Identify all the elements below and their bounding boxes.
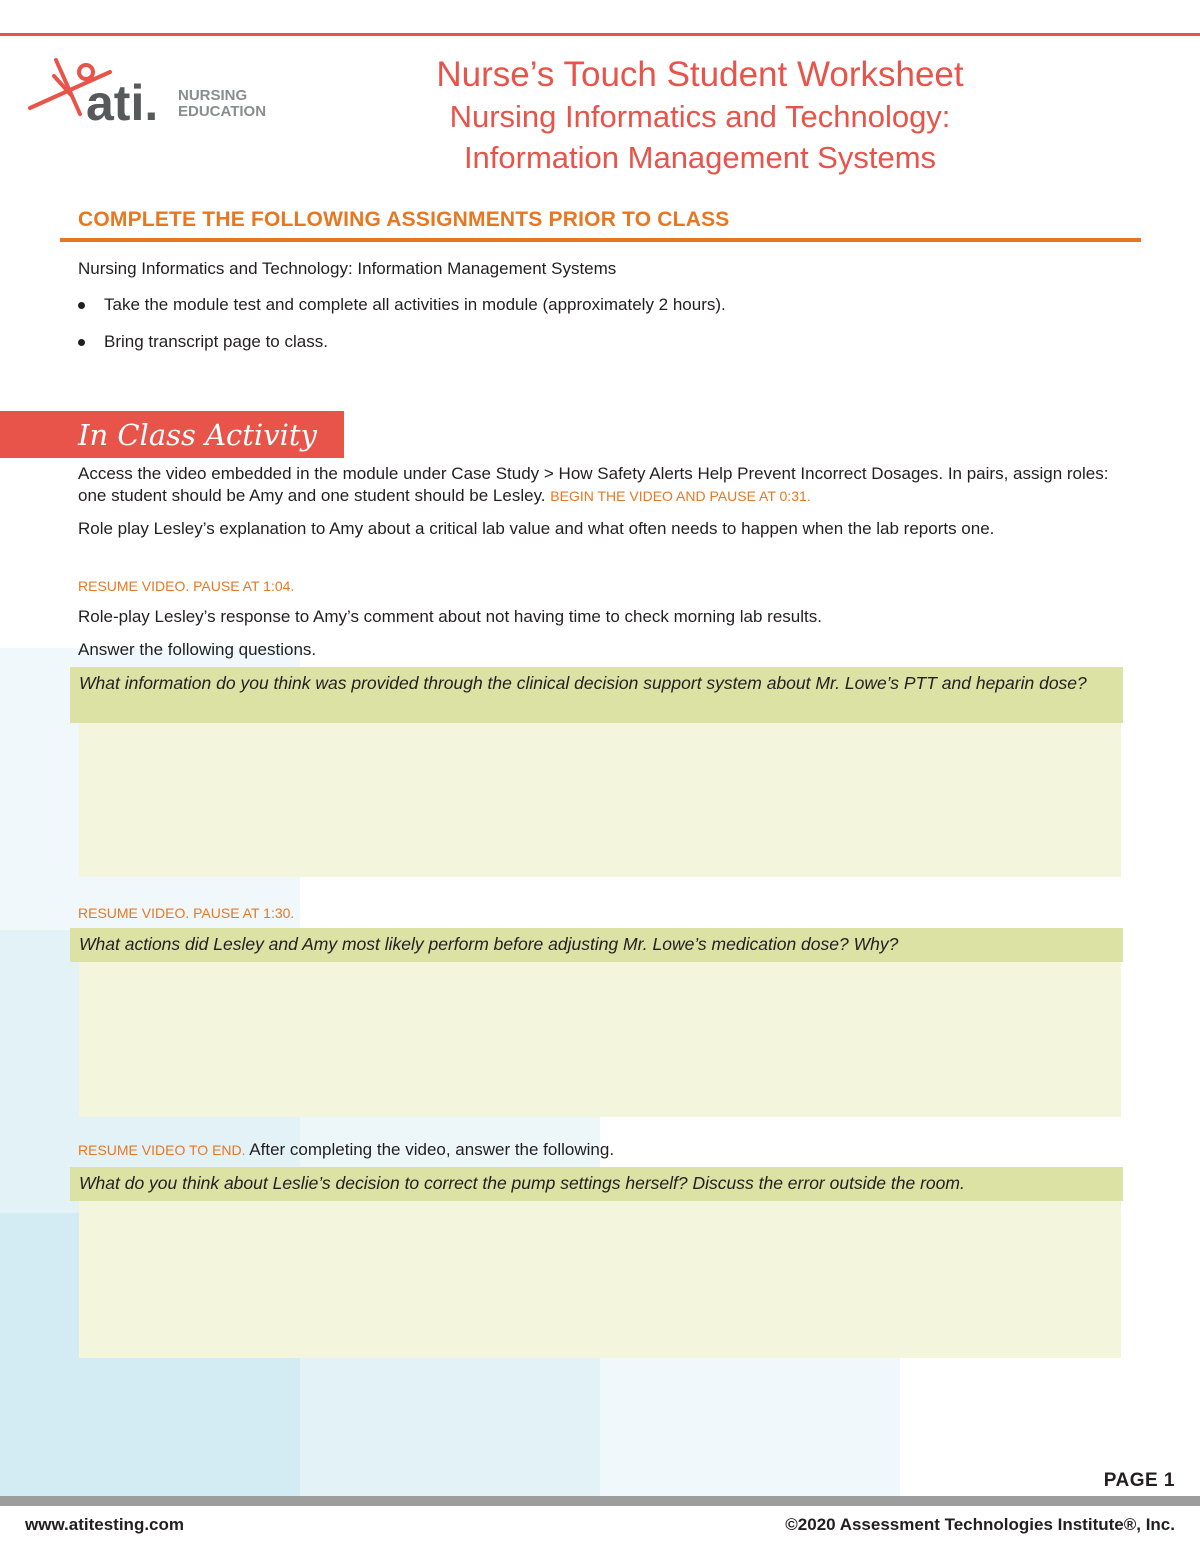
footer-copyright: ©2020 Assessment Technologies Institute®, Inc.	[785, 1515, 1175, 1534]
section-rule	[60, 238, 1141, 242]
activity-paragraph-2: Role play Lesley’s explanation to Amy about a critical lab value and what often needs to happen when the lab reports one.	[78, 519, 995, 538]
page-subtitle-1: Nursing Informatics and Technology:	[449, 99, 951, 134]
question-3: What do you think about Leslie’s decision to correct the pump settings herself? Discuss the error outside the room.	[70, 1167, 1123, 1201]
answer-box-2[interactable]	[79, 962, 1121, 1117]
bullet-text: Take the module test and complete all activities in module (approximately 2 hours).	[104, 295, 726, 314]
activity-paragraph-4: Answer the following questions.	[78, 640, 317, 659]
nurse-figure-icon	[28, 50, 268, 130]
activity-banner-title: In Class Activity	[78, 418, 317, 452]
prior-intro: Nursing Informatics and Technology: Information Management Systems	[78, 259, 617, 278]
bullet-text: Bring transcript page to class.	[104, 332, 328, 351]
answer-box-3[interactable]	[79, 1201, 1121, 1358]
logo-subtext-1: NURSING	[178, 87, 248, 104]
question-2: What actions did Lesley and Amy most likely perform before adjusting Mr. Lowe’s medication dose? Why?	[70, 928, 1123, 962]
activity-p1-text: Access the video embedded in the module under Case Study > How Safety Alerts Help Prevent Incorrect Dosages. In pairs, assign roles: one student should be Amy and one student should be Lesley.	[78, 464, 1109, 505]
page-subtitle-2: Information Management Systems	[463, 140, 937, 175]
title-block	[360, 54, 1040, 178]
ati-logo	[28, 50, 268, 130]
activity-paragraph-5	[78, 1139, 1118, 1161]
logo-subtext-2: EDUCATION	[178, 103, 267, 120]
logo-text: ati.	[86, 75, 159, 130]
background-block	[600, 1358, 900, 1496]
section-heading-prior: COMPLETE THE FOLLOWING ASSIGNMENTS PRIOR TO CLASS	[78, 208, 730, 231]
activity-p5-text: After completing the video, answer the following.	[245, 1140, 615, 1159]
video-cue: RESUME VIDEO TO END.	[78, 1142, 246, 1158]
video-cue: RESUME VIDEO. PAUSE AT 1:04.	[78, 578, 295, 594]
prior-bullet-list	[78, 294, 726, 368]
bullet-icon	[78, 302, 85, 309]
video-cue: BEGIN THE VIDEO AND PAUSE AT 0:31.	[550, 488, 811, 504]
list-item	[78, 331, 726, 368]
video-cue: RESUME VIDEO. PAUSE AT 1:30.	[78, 905, 295, 921]
question-1: What information do you think was provided through the clinical decision support system about Mr. Lowe’s PTT and heparin dose?	[70, 667, 1123, 723]
activity-paragraph-1	[78, 463, 1118, 507]
page-number: PAGE 1	[1103, 1470, 1175, 1491]
top-rule	[0, 33, 1200, 36]
page-title: Nurse’s Touch Student Worksheet	[436, 55, 964, 94]
activity-banner	[0, 411, 344, 458]
answer-box-1[interactable]	[79, 723, 1121, 877]
bullet-icon	[78, 339, 85, 346]
activity-paragraph-3: Role-play Lesley’s response to Amy’s comment about not having time to check morning lab results.	[78, 607, 822, 626]
footer-rule	[0, 1496, 1200, 1506]
footer-url[interactable]: www.atitesting.com	[25, 1515, 185, 1534]
list-item	[78, 294, 726, 331]
